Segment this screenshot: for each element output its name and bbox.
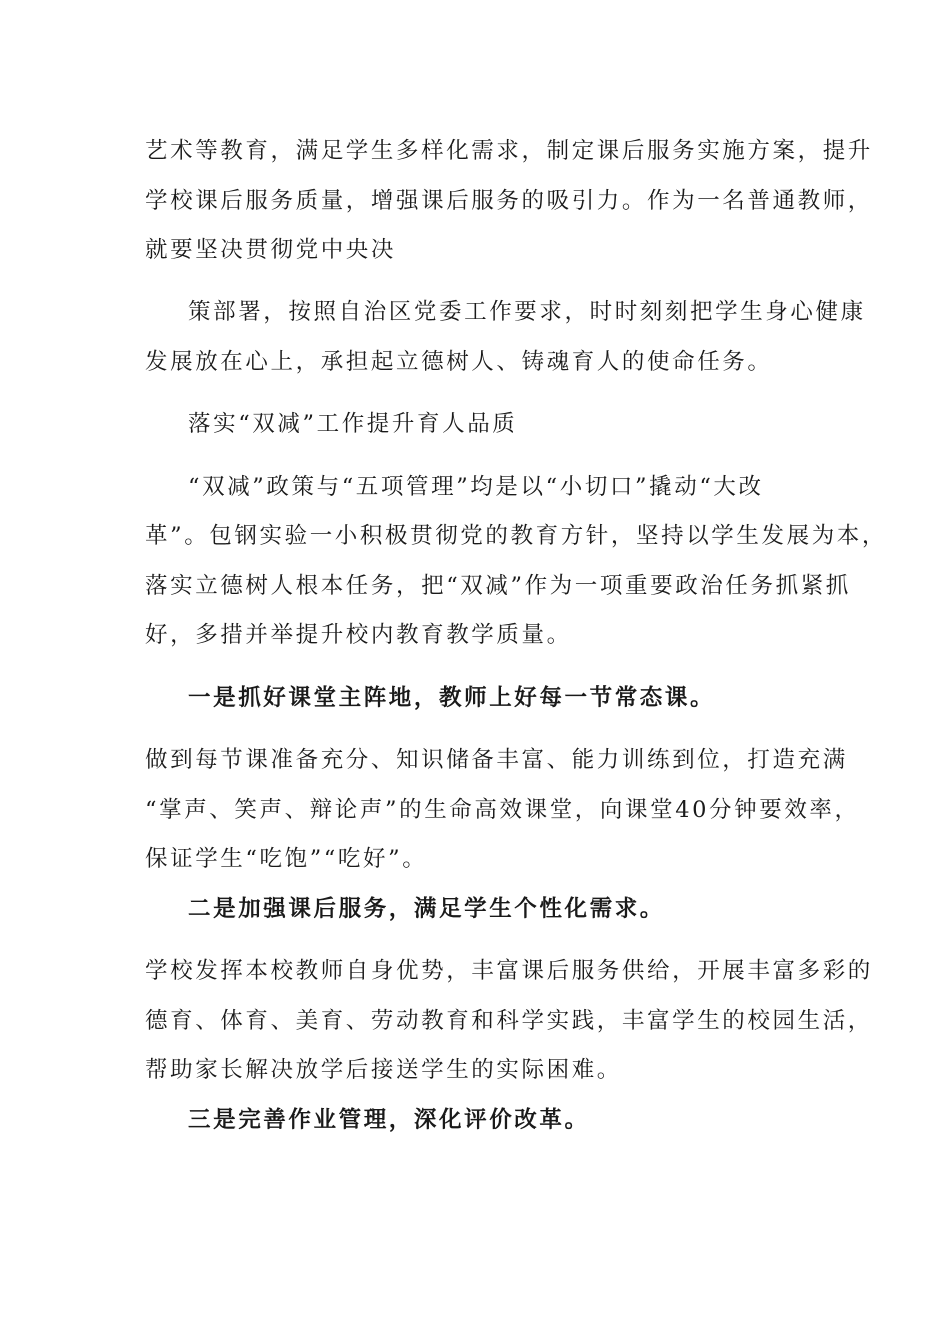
paragraph-line: 好，多措并举提升校内教育教学质量。 [145, 622, 572, 648]
paragraph-line: 落实立德树人根本任务，把“双减”作为一项重要政治任务抓紧抓 [145, 573, 851, 599]
paragraph-line: 革”。包钢实验一小积极贯彻党的教育方针，坚持以学生发展为本， [145, 523, 888, 549]
paragraph-line: 艺术等教育，满足学生多样化需求，制定课后服务实施方案，提升 [145, 138, 873, 164]
paragraph-line: “掌声、笑声、辩论声”的生命高效课堂，向课堂40分钟要效率， [145, 797, 860, 823]
paragraph-line: 学校课后服务质量，增强课后服务的吸引力。作为一名普通教师， [145, 188, 873, 214]
paragraph-line: 发展放在心上，承担起立德树人、铸魂育人的使命任务。 [145, 349, 773, 375]
paragraph-line: 做到每节课准备充分、知识储备丰富、能力训练到位，打造充满 [145, 747, 848, 773]
section-heading: 落实“双减”工作提升育人品质 [188, 411, 518, 437]
paragraph-line: 就要坚决贯彻党中央决 [145, 237, 397, 263]
bold-heading: 一是抓好课堂主阵地，教师上好每一节常态课。 [188, 685, 716, 711]
paragraph-line: 保证学生“吃饱”“吃好”。 [145, 846, 428, 872]
paragraph-line: 德育、体育、美育、劳动教育和科学实践，丰富学生的校园生活， [145, 1008, 873, 1034]
bold-heading: 三是完善作业管理，深化评价改革。 [188, 1107, 590, 1133]
paragraph-line: 帮助家长解决放学后接送学生的实际困难。 [145, 1057, 622, 1083]
paragraph-line: 学校发挥本校教师自身优势，丰富课后服务供给，开展丰富多彩的 [145, 958, 873, 984]
paragraph-line: 策部署，按照自治区党委工作要求，时时刻刻把学生身心健康 [188, 299, 866, 325]
paragraph-line: “双减”政策与“五项管理”均是以“小切口”撬动“大改 [188, 474, 764, 500]
bold-heading: 二是加强课后服务，满足学生个性化需求。 [188, 896, 665, 922]
